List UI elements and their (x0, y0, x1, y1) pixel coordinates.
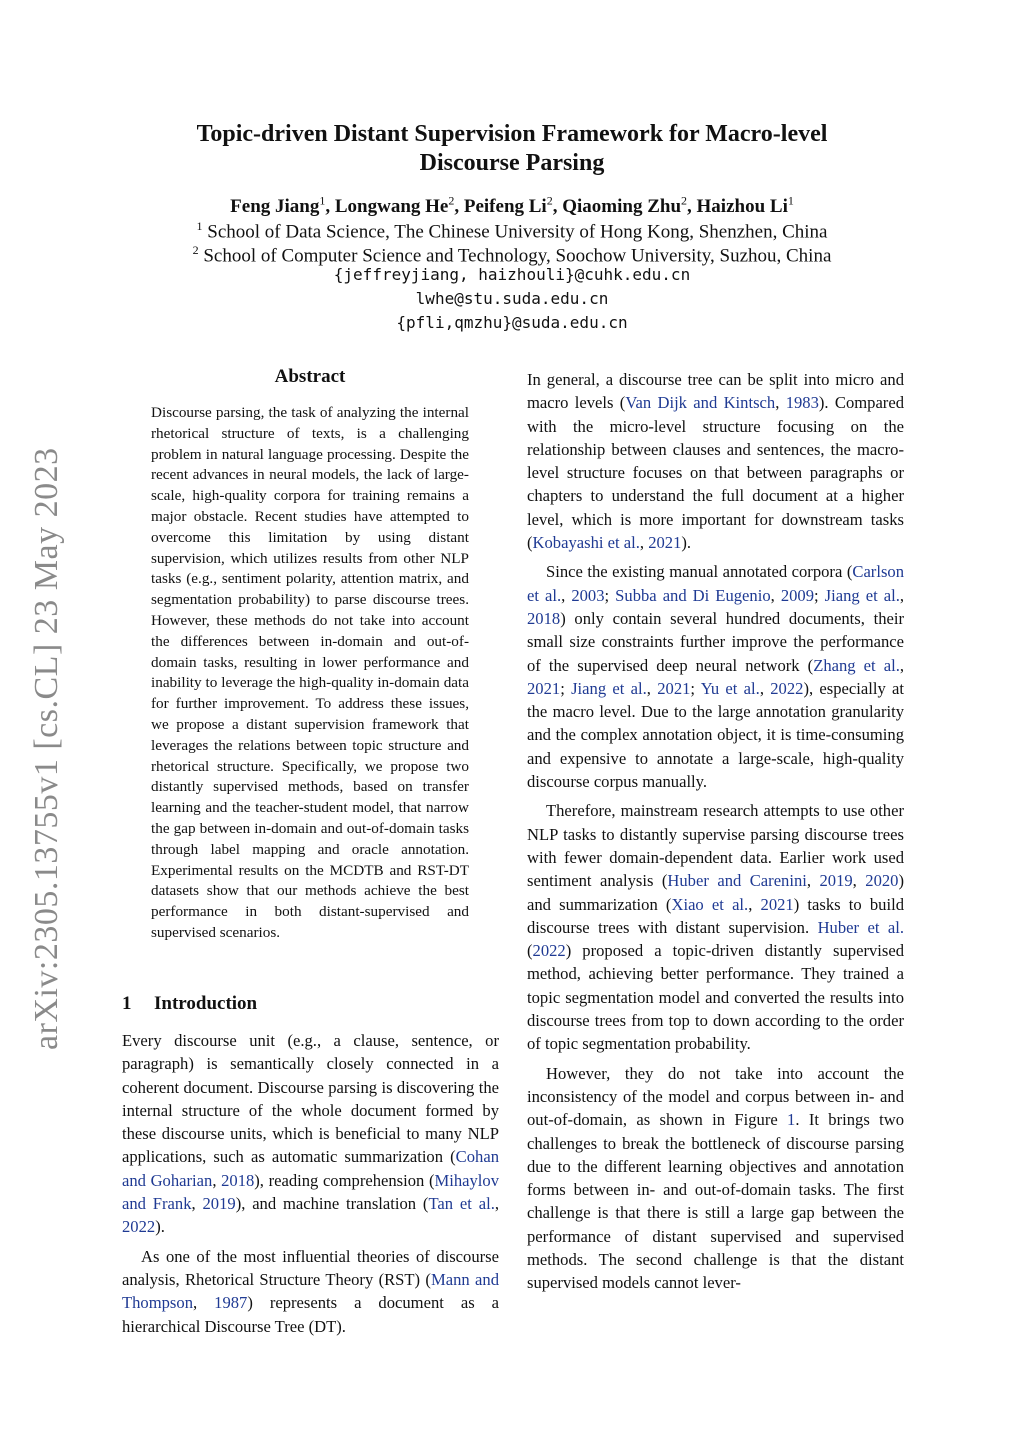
paragraph-text: . It brings two challenges to break the bottleneck of discourse parsing due to the different learning objectives and annotation forms between in- and out-of-domain tasks. The first challenge is that there is still a large gap between the performance of distant supervised and supervised methods. The second challenge is that the distant supervised models cannot lever- (527, 1110, 904, 1293)
arxiv-identifier-stamp: arXiv:2305.13755v1 [cs.CL] 23 May 2023 (28, 447, 65, 1050)
author-name: Feng Jiang (230, 196, 320, 218)
paragraph-text: In general, a discourse tree can be split into micro and macro levels ( (527, 370, 904, 413)
paragraph-text: , (494, 1194, 499, 1214)
citation-link[interactable]: 2022 (532, 941, 566, 961)
paragraph-text: ) only contain several hundred documents, their small size constraints further improve the performance of the supervised deep neural network ( (527, 608, 904, 675)
paragraph-text: ). (681, 533, 692, 553)
section-title: Introduction (154, 993, 258, 1014)
citation-link[interactable]: Subba and Di Eugenio (615, 585, 771, 605)
left-column-body (122, 1029, 499, 1344)
citation-link[interactable]: Huber and Carenini (667, 871, 807, 891)
body-paragraph (527, 368, 904, 554)
author-affiliation-mark: 1 (319, 194, 326, 208)
paragraph-text: ) proposed a topic-driven distantly supervised method, achieving better performance. They trained a topic segmentation model and converted the results into discourse trees from top to down according to the order of topic segmentation probability. (527, 941, 904, 1054)
paragraph-text: Therefore, mainstream research attempts to use other NLP tasks to distantly supervise parsing discourse trees with fewer domain-dependent data. Earlier work used sentiment analysis ( (527, 801, 904, 891)
affiliation-text: School of Data Science, The Chinese University of Hong Kong, Shenzhen, China (202, 221, 828, 243)
paragraph-text: , (193, 1293, 215, 1313)
citation-link[interactable]: 2003 (571, 585, 605, 605)
paragraph-text: , (561, 585, 572, 605)
abstract-text: Discourse parsing, the task of analyzing the internal rhetorical structure of texts, is a challenging problem in natural language processing. Despite the recent advances in neural models, the lack of large-scale, high-quality corpora for training remains a major obstacle. Recent studies have attempted to overcome this limitation by using distant supervision, which utilizes results from other NLP tasks (e.g., sentiment polarity, attention matrix, and segmentation probability) to parse discourse trees. However, these methods do not take into account the differences between in-domain and out-of-domain tasks, resulting in lower performance and inability to leverage the high-quality in-domain data for further improvement. To address these issues, we propose a distant supervision framework that leverages the relations between topic structure and rhetorical structure. Specifically, we propose two distantly supervised methods, based on transfer learning and the teacher-student model, that narrow the gap between in-domain and out-of-domain tasks through label mapping and oracle annotation. Experimental results on the MCDTB and RST-DT datasets show that our methods achieve the best performance in both distant-supervised and supervised scenarios. (151, 404, 469, 941)
body-paragraph (122, 1029, 499, 1239)
citation-link[interactable]: 2021 (527, 678, 561, 698)
paper-title (120, 120, 904, 178)
paragraph-text: ; (814, 585, 825, 605)
citation-link[interactable]: Jiang et al. (571, 678, 647, 698)
author-affiliation-mark: 1 (787, 194, 794, 208)
citation-link[interactable]: 1983 (785, 393, 819, 413)
author-affiliation-mark: 2 (448, 194, 455, 208)
body-paragraph (122, 1245, 499, 1338)
author-affiliation-mark: 2 (681, 194, 688, 208)
section-number: 1 (122, 993, 132, 1014)
paragraph-text: ) tasks to build discourse trees with distant supervision. (527, 894, 904, 937)
section-heading-introduction (122, 993, 502, 1015)
paragraph-text: Since the existing manual annotated corpora ( (546, 562, 853, 582)
paragraph-text: ), especially at the macro level. Due to the large annotation granularity and the complex annotation object, it is time-consuming and expensive to annotate a large-scale, high-quality discourse corpus manually. (527, 678, 904, 792)
citation-link[interactable]: Carlson et al. (527, 562, 904, 605)
author-name: Qiaoming Zhu (562, 196, 682, 218)
citation-link[interactable]: Zhang et al. (813, 655, 900, 675)
email-list (120, 263, 904, 335)
author-separator: , (687, 196, 697, 218)
citation-link[interactable]: Mann and Thompson (122, 1269, 499, 1313)
body-paragraph (527, 1062, 904, 1295)
citation-link[interactable]: Xiao et al. (671, 894, 749, 914)
body-paragraph (527, 560, 904, 793)
citation-link[interactable]: 2019 (819, 871, 853, 891)
paragraph-text: , (646, 678, 658, 698)
citation-link[interactable]: 2021 (648, 533, 682, 553)
citation-link[interactable]: 2009 (780, 585, 814, 605)
citation-link[interactable]: 2021 (760, 894, 794, 914)
email-line: lwhe@stu.suda.edu.cn (415, 289, 609, 308)
author-name: Longwang He (334, 196, 449, 218)
paper-title-line-2: Discourse Parsing (419, 150, 605, 176)
citation-link[interactable]: 2018 (221, 1170, 255, 1190)
citation-link[interactable]: 2018 (527, 608, 561, 628)
citation-link[interactable]: Jiang et al. (824, 585, 900, 605)
author-separator: , (454, 196, 464, 218)
paragraph-text: , (191, 1194, 203, 1214)
citation-link[interactable]: 2022 (122, 1217, 156, 1237)
paragraph-text: ) and summarization ( (527, 871, 904, 914)
paragraph-text: ), reading comprehension ( (254, 1170, 435, 1190)
paragraph-text: , (770, 585, 781, 605)
paragraph-text: ; (690, 678, 701, 698)
citation-link[interactable]: 1 (787, 1110, 796, 1130)
paragraph-text: , (806, 871, 820, 891)
author-name: Peifeng Li (463, 196, 547, 218)
paragraph-text: , (748, 894, 761, 914)
paragraph-text: ), and machine translation ( (235, 1194, 429, 1214)
author-name: Haizhou Li (696, 196, 788, 218)
paragraph-text: ). Compared with the micro-level structure focusing on the relationship between clauses and sentences, the macro-level structure focuses on that between paragraphs or chapters to understand the full document at a higher level, which is more important for downstream tasks ( (527, 393, 904, 553)
paragraph-text: However, they do not take into account the inconsistency of the model and corpus between in- and out-of-domain, as shown in Figure (527, 1063, 904, 1130)
citation-link[interactable]: Yu et al. (700, 678, 760, 698)
citation-link[interactable]: Cohan and Goharian (122, 1147, 499, 1190)
right-column-body (527, 368, 904, 1301)
affiliation-mark: 2 (192, 243, 199, 257)
paragraph-text: ). (155, 1217, 165, 1237)
citation-link[interactable]: Huber et al. (817, 917, 904, 937)
paragraph-text: , (759, 678, 771, 698)
affiliation-mark: 1 (196, 219, 203, 233)
affiliation-text: School of Computer Science and Technology, Soochow University, Suzhou, China (198, 245, 832, 267)
paragraph-text: ) represents a document as a hierarchical Discourse Tree (DT). (122, 1293, 500, 1336)
author-separator: , (552, 196, 563, 218)
paragraph-text: , (899, 655, 904, 675)
paragraph-text: Every discourse unit (e.g., a clause, sentence, or paragraph) is semantically closely connected in a coherent document. Discourse parsing is discovering the internal structure of the whole document formed by these discourse units, which is beneficial to many NLP applications, such as automatic summarization ( (122, 1031, 499, 1167)
paragraph-text: , (775, 393, 786, 413)
paper-title-line-1: Topic-driven Distant Supervision Framework for Macro-level (196, 121, 828, 147)
citation-link[interactable]: Tan et al. (428, 1194, 495, 1214)
citation-link[interactable]: 2021 (657, 678, 691, 698)
citation-link[interactable]: 2019 (202, 1194, 236, 1214)
citation-link[interactable]: 2020 (865, 871, 899, 891)
paragraph-text: ; (604, 585, 616, 605)
citation-link[interactable]: Mihaylov and Frank (122, 1170, 499, 1214)
email-line: {jeffreyjiang, haizhouli}@cuhk.edu.cn (333, 265, 691, 284)
citation-link[interactable]: 1987 (214, 1293, 248, 1313)
author-affiliation-mark: 2 (546, 194, 553, 208)
citation-link[interactable]: Kobayashi et al. (532, 533, 640, 553)
email-line: {pfli,qmzhu}@suda.edu.cn (396, 313, 628, 332)
paragraph-text: ( (527, 941, 533, 961)
paragraph-text: As one of the most influential theories of discourse analysis, Rhetorical Structure Theory (RST) ( (122, 1246, 499, 1289)
paragraph-text: , (639, 533, 649, 553)
paragraph-text: ; (560, 678, 572, 698)
author-separator: , (325, 196, 335, 218)
abstract-heading: Abstract (274, 366, 346, 387)
citation-link[interactable]: 2022 (770, 678, 804, 698)
body-paragraph (527, 799, 904, 1055)
paragraph-text: , (852, 871, 866, 891)
paragraph-text: , (212, 1170, 222, 1190)
citation-link[interactable]: Van Dijk and Kintsch (625, 393, 776, 413)
paragraph-text: , (899, 585, 905, 605)
